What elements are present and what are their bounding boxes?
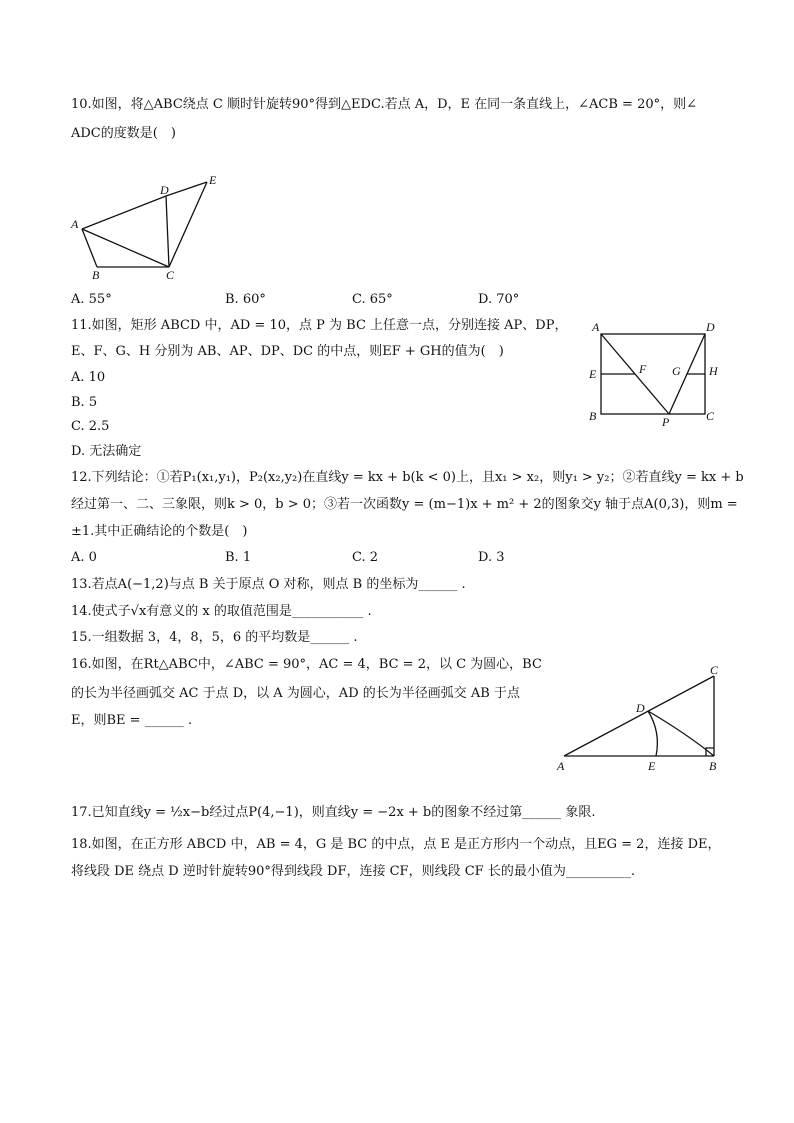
q16-label-E: E — [648, 759, 656, 773]
q10-label-D: D — [160, 183, 169, 197]
q10-segment-DC — [166, 196, 169, 267]
q17-stem: 17.已知直线y = ½x−b经过点P(4,−1)，则直线y = −2x + b的图象不经过第______ 象限. — [71, 805, 596, 820]
q11-rectangle-figure — [584, 318, 724, 430]
q13-stem: 13.若点A(−1,2)与点 B 关于原点 O 对称，则点 B 的坐标为______ . — [71, 577, 466, 592]
q16-stem-line-3: E，则BE = ______ . — [71, 713, 192, 728]
q11-label-H: H — [709, 364, 718, 378]
q16-arc-from-A — [648, 711, 657, 756]
q12-stem-line-2: 经过第一、二、三象限，则k > 0，b > 0；③若一次函数y = (m−1)x + m² + 2的图象交y 轴于点A(0,3)，则m = — [71, 497, 738, 512]
q16-stem-line-2: 的长为半径画弧交 AC 于点 D，以 A 为圆心，AD 的长为半径画弧交 AB 于点 — [71, 686, 520, 701]
q10-label-C: C — [166, 268, 175, 282]
q11-label-D: D — [706, 320, 715, 334]
q16-segment-AC — [564, 676, 714, 756]
q11-label-C: C — [706, 409, 715, 423]
q10-triangle-figure — [66, 172, 226, 284]
q12-option-a: A. 0 — [71, 550, 97, 565]
q11-option-c: C. 2.5 — [71, 419, 110, 434]
q18-stem-line-1: 18.如图，在正方形 ABCD 中，AB = 4，G 是 BC 的中点，点 E 是正方形内一个动点，且EG = 2，连接 DE， — [71, 837, 721, 852]
q11-label-B: B — [589, 409, 597, 423]
q16-label-A: A — [557, 759, 565, 773]
q12-option-b: B. 1 — [225, 550, 252, 565]
q16-label-B: B — [709, 759, 717, 773]
q11-option-d: D. 无法确定 — [71, 444, 142, 459]
q11-option-b: B. 5 — [71, 395, 98, 410]
q16-label-C: C — [710, 663, 719, 677]
q16-label-D: D — [636, 701, 645, 715]
q10-label-B: B — [92, 268, 100, 282]
q11-stem-line-1: 11.如图，矩形 ABCD 中，AD = 10，点 P 为 BC 上任意一点，分别连接 AP、DP， — [71, 318, 568, 333]
q10-label-A: A — [71, 217, 79, 231]
q10-option-d: D. 70° — [478, 292, 520, 307]
q10-segment-AD — [82, 196, 166, 229]
q11-label-G: G — [672, 364, 681, 378]
q10-segment-DE — [166, 182, 207, 196]
q11-option-a: A. 10 — [71, 370, 106, 385]
q12-option-c: C. 2 — [352, 550, 379, 565]
q16-right-triangle-figure — [552, 662, 730, 776]
q14-stem: 14.使式子√x有意义的 x 的取值范围是___________ . — [71, 604, 372, 619]
q10-stem-line-2: ADC的度数是( ) — [71, 126, 176, 141]
q11-label-E: E — [589, 367, 597, 381]
q12-stem-line-3: ±1.其中正确结论的个数是( ) — [71, 524, 248, 539]
q10-label-E: E — [209, 173, 217, 187]
q12-option-d: D. 3 — [478, 550, 505, 565]
q18-stem-line-2: 将线段 DE 绕点 D 逆时针旋转90°得到线段 DF，连接 CF，则线段 CF 长的最小值为__________. — [71, 864, 635, 879]
q10-segment-EC — [169, 182, 207, 267]
q12-stem-line-1: 12.下列结论：①若P₁(x₁,y₁)，P₂(x₂,y₂)在直线y = kx + b(k < 0)上，且x₁ > x₂，则y₁ > y₂；②若直线y = kx + b — [71, 470, 744, 485]
q10-option-c: C. 65° — [352, 292, 393, 307]
q11-stem-line-2: E、F、G、H 分别为 AB、AP、DP、DC 的中点，则EF + GH的值为( ) — [71, 344, 504, 359]
q11-label-A: A — [592, 320, 600, 334]
q10-option-b: B. 60° — [225, 292, 266, 307]
q16-arc-from-C — [648, 711, 714, 756]
q16-stem-line-1: 16.如图，在Rt△ABC中，∠ABC = 90°，AC = 4，BC = 2，以 C 为圆心，BC — [71, 657, 542, 672]
q15-stem: 15.一组数据 3，4，8，5，6 的平均数是______ . — [71, 630, 358, 645]
q11-label-P: P — [662, 415, 670, 429]
q10-option-a: A. 55° — [71, 292, 112, 307]
q10-stem-line-1: 10.如图，将△ABC绕点 C 顺时针旋转90°得到△EDC.若点 A，D，E 在同一条直线上，∠ACB = 20°，则∠ — [71, 97, 698, 112]
q11-label-F: F — [639, 362, 647, 376]
